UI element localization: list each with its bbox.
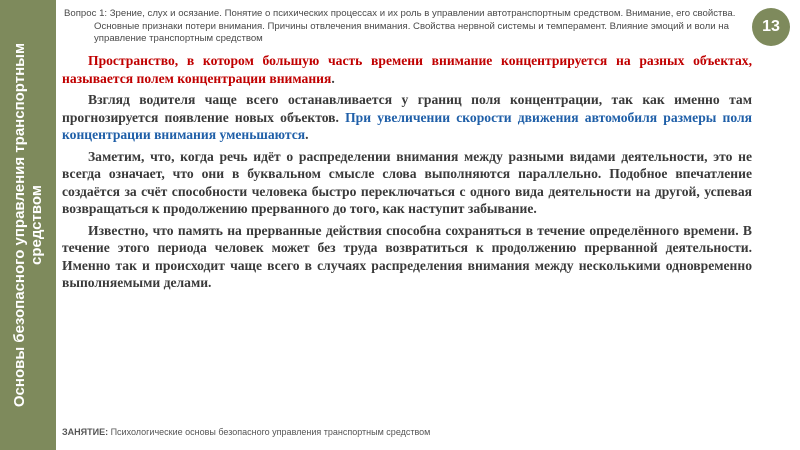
definition-end: . [331, 70, 335, 86]
slide-number-badge: 13 [752, 8, 790, 46]
question-header: Вопрос 1: Зрение, слух и осязание. Понятие о психических процессах и их роль в управлении автотранспортным средством. Внимание, его свойства. Основные признаки потери внимания. Причины отвлечения внимания. Свойства нервной системы и темперамент. Влияние эмоций и воли на управление транспортным средством [64, 8, 736, 44]
speed-highlight: При увеличении скорости движения автомобиля размеры поля концентрации внимания уменьшаются [62, 109, 752, 142]
slide-content [62, 52, 752, 296]
paragraph-definition [62, 52, 752, 87]
sidebar-title: Основы безопасного управления транспортным средством [11, 42, 45, 408]
footer-label: ЗАНЯТИЕ: [62, 427, 109, 437]
sidebar [0, 0, 56, 450]
footer-text: Психологические основы безопасного управления транспортным средством [108, 427, 431, 437]
paragraph-memory: Известно, что память на прерванные действия способна сохраняться в течение определённого времени. В течение этого периода человек может без труда возвратиться к продолжению прерванной деятельности. Именно так и происходит чаще всего в случаях распределения внимания между несколькими одновременно выполняемыми делами. [62, 222, 752, 290]
definition-highlight: Пространство, в котором большую часть времени внимание концентрируется на разных объектах, называется полем концентрации внимания [62, 53, 752, 86]
footer [62, 427, 430, 437]
gaze-end: . [305, 127, 309, 142]
paragraph-distribution: Заметим, что, когда речь идёт о распределении внимания между разными видами деятельности, это не всегда означает, что они в буквальном смысле слова выполняются параллельно. Подобное впечатление создаётся за счёт способности человека быстро переключаться с одного вида деятельности на другой, успевая возвращаться к продолжению прерванного до того, как наступит забывание. [62, 148, 752, 216]
paragraph-gaze [62, 91, 752, 144]
gaze-text: Взгляд водителя чаще всего останавливается у границ поля концентрации, так как именно там прогнозируется появление новых объектов. [62, 92, 752, 125]
